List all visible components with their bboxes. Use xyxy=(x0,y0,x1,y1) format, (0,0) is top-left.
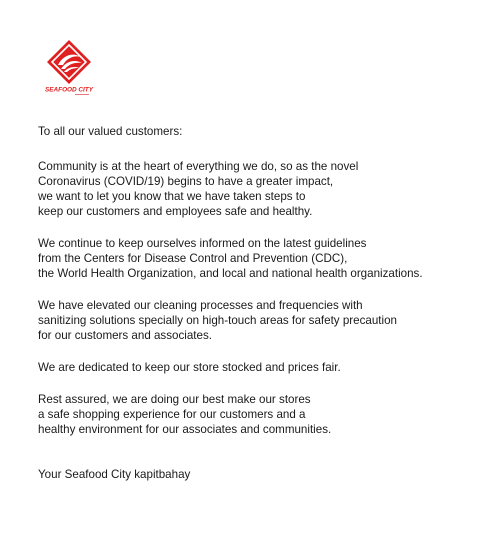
paragraph-cleaning xyxy=(38,298,468,343)
seafood-city-logo xyxy=(44,38,94,96)
paragraph-stock xyxy=(38,360,468,375)
paragraph-assurance xyxy=(38,392,468,437)
paragraph-line: we want to let you know that we have taken steps to xyxy=(38,190,306,203)
salutation: To all our valued customers: xyxy=(38,125,183,138)
paragraph-line: for our customers and associates. xyxy=(38,329,212,342)
paragraph-line: keep our customers and employees safe and healthy. xyxy=(38,205,313,218)
paragraph-guidelines xyxy=(38,236,468,281)
paragraph-commitment xyxy=(38,159,468,219)
seafood-city-logo-mark xyxy=(44,38,94,96)
paragraph-line: the World Health Organization, and local and national health organizations. xyxy=(38,267,423,280)
paragraph-line: healthy environment for our associates and communities. xyxy=(38,423,332,436)
paragraph-line: from the Centers for Disease Control and Prevention (CDC), xyxy=(38,252,348,265)
logo-wordmark: SEAFOOD CITY xyxy=(45,86,93,94)
paragraph-line: Community is at the heart of everything we do, so as the novel xyxy=(38,160,359,173)
letter-body xyxy=(38,124,468,482)
signoff: Your Seafood City kapitbahay xyxy=(38,468,191,481)
paragraph-line: We are dedicated to keep our store stocked and prices fair. xyxy=(38,361,341,374)
paragraph-line: We have elevated our cleaning processes and frequencies with xyxy=(38,299,363,312)
paragraph-line: Rest assured, we are doing our best make our stores xyxy=(38,393,311,406)
paragraph-line: Coronavirus (COVID/19) begins to have a greater impact, xyxy=(38,175,334,188)
paragraph-line: We continue to keep ourselves informed on the latest guidelines xyxy=(38,237,367,250)
paragraph-line: sanitizing solutions specially on high-touch areas for safety precaution xyxy=(38,314,397,327)
paragraph-line: a safe shopping experience for our customers and a xyxy=(38,408,306,421)
